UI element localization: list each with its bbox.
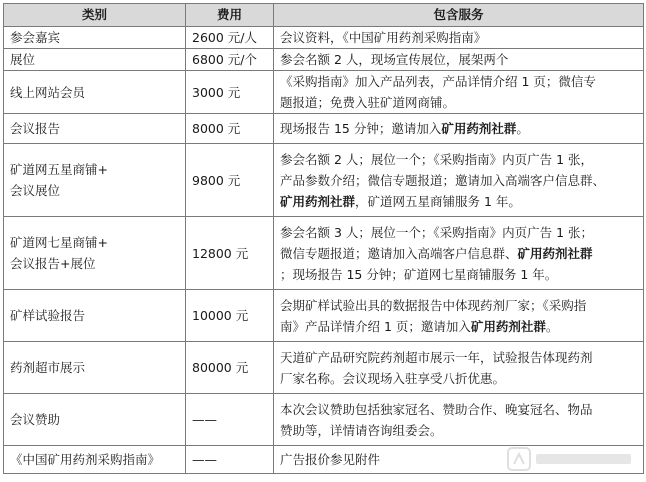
cell-category <box>4 290 186 342</box>
table-row <box>4 217 644 290</box>
header-services: 包含服务 <box>274 4 644 27</box>
service-text: 天道矿产品研究院药剂超市展示一年，试验报告体现药剂 <box>280 349 593 365</box>
cell-category <box>4 144 186 217</box>
header-category: 类别 <box>4 4 186 27</box>
cell-category <box>4 114 186 144</box>
table-row <box>4 144 644 217</box>
service-text: 。 <box>545 318 559 334</box>
cell-category <box>4 27 186 49</box>
table-row <box>4 290 644 342</box>
table-row <box>4 71 644 114</box>
service-text: 南》产品详情介绍 1 页；邀请加入 <box>280 318 471 334</box>
service-text: 微信专题报道；邀请加入高端客户信息群、 <box>280 245 518 261</box>
cell-fee: 80000 元 <box>186 342 274 394</box>
category-text: 矿道网五星商铺+ <box>10 162 108 177</box>
category-text: 矿样试验报告 <box>10 308 86 323</box>
category-text: 线上网站会员 <box>10 84 86 100</box>
cell-fee: —— <box>186 446 274 474</box>
cell-services <box>274 71 644 114</box>
category-text: 药剂超市展示 <box>10 360 86 375</box>
category-text: 参会嘉宾 <box>10 30 61 45</box>
service-text: 会议资料，《中国矿用药剂采购指南》 <box>280 30 487 45</box>
service-text: 产品参数介绍；微信专题报道；邀请加入高端客户信息群、 <box>280 172 606 188</box>
table-header <box>4 4 644 27</box>
cell-fee: 3000 元 <box>186 71 274 114</box>
highlight-text: 矿用药剂社群 <box>280 193 356 209</box>
header-row <box>4 4 644 27</box>
table-row <box>4 394 644 446</box>
table-row <box>4 27 644 49</box>
table-row <box>4 342 644 394</box>
service-text: 题报道；免费入驻矿道网商铺。 <box>280 95 456 110</box>
service-text: 厂家名称。会议现场入驻享受八折优惠。 <box>280 370 506 386</box>
category-text: 展位 <box>10 52 36 67</box>
cell-services <box>274 114 644 144</box>
cell-fee: 8000 元 <box>186 114 274 144</box>
table-body <box>4 27 644 474</box>
service-text: 赞助等，详情请咨询组委会。 <box>280 422 443 438</box>
cell-services <box>274 144 644 217</box>
cell-services <box>274 290 644 342</box>
service-text: 广告报价参见附件 <box>280 452 381 467</box>
category-text: 会议报告+展位 <box>10 256 96 271</box>
cell-fee: 6800 元/个 <box>186 49 274 71</box>
highlight-text: 矿用药剂社群 <box>517 245 593 261</box>
service-text: 现场报告 15 分钟；邀请加入 <box>280 121 442 136</box>
highlight-text: 矿用药剂社群 <box>441 121 517 136</box>
table-row <box>4 49 644 71</box>
cell-services <box>274 217 644 290</box>
cell-fee: 9800 元 <box>186 144 274 217</box>
cell-fee: 2600 元/人 <box>186 27 274 49</box>
cell-services <box>274 342 644 394</box>
service-text: ；现场报告 15 分钟；矿道网七星商铺服务 1 年。 <box>280 266 558 282</box>
header-fee: 费用 <box>186 4 274 27</box>
cell-category <box>4 394 186 446</box>
service-text: 参会名额 3 人；展位一个；《采购指南》内页广告 1 张； <box>280 224 594 240</box>
category-text: 《中国矿用药剂采购指南》 <box>10 452 161 467</box>
watermark-logo <box>506 444 636 474</box>
cell-fee: 10000 元 <box>186 290 274 342</box>
pricing-table <box>3 3 644 474</box>
cell-category <box>4 342 186 394</box>
highlight-text: 矿用药剂社群 <box>470 318 546 334</box>
category-text: 会议展位 <box>10 183 61 198</box>
table-row <box>4 114 644 144</box>
cell-services <box>274 27 644 49</box>
service-text: 参会名额 2 人；展位一个；《采购指南》内页广告 1 张， <box>280 151 594 167</box>
category-text: 矿道网七星商铺+ <box>10 235 108 250</box>
service-text: 会期矿样试验出具的数据报告中体现药剂厂家；《采购指 <box>280 297 587 313</box>
service-text: ，矿道网五星商铺服务 1 年。 <box>355 193 521 209</box>
service-text: 参会名额 2 人，现场宣传展位，展架两个 <box>280 52 509 67</box>
cell-fee: 12800 元 <box>186 217 274 290</box>
cell-category <box>4 446 186 474</box>
cell-fee: —— <box>186 394 274 446</box>
cell-category <box>4 49 186 71</box>
category-text: 会议报告 <box>10 121 61 136</box>
service-text: 。 <box>516 121 529 136</box>
cell-category <box>4 217 186 290</box>
service-text: 本次会议赞助包括独家冠名、赞助合作、晚宴冠名、物品 <box>280 401 593 417</box>
cell-services <box>274 394 644 446</box>
service-text: 《采购指南》加入产品列表，产品详情介绍 1 页；微信专 <box>280 74 596 89</box>
category-text: 会议赞助 <box>10 412 61 427</box>
cell-services <box>274 49 644 71</box>
cell-category <box>4 71 186 114</box>
